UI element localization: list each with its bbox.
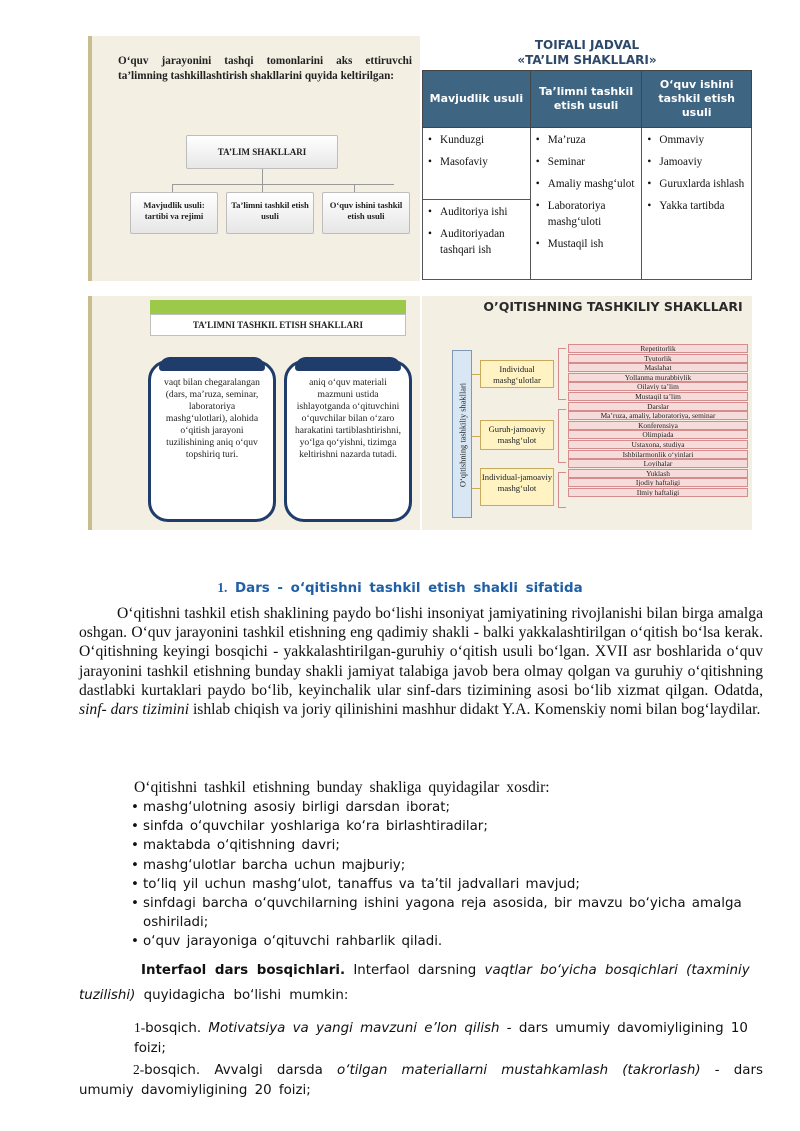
table-cell-item: • Ommaviy bbox=[647, 132, 748, 148]
bracket bbox=[558, 348, 566, 400]
diagram-header: TA’LIMNI TASHKIL ETISH SHAKLLARI bbox=[150, 314, 406, 336]
table-cell-item: • Masofaviy bbox=[428, 154, 527, 170]
figure-intro-text: O‘quv jarayonini tashqi tomonlarini aks ettiruvchi ta’limning tashkillashtirish shakllarini quyida keltirilgan: bbox=[118, 55, 412, 82]
card-cap bbox=[159, 357, 265, 371]
paragraph-text: O‘qitishni tashkil etish shaklining paydo bo‘lishi insoniyat jamiyatining rivojlanishi bilan birga amalga oshgan. O‘quv jarayonini tashkil etishning eng qadimiy shakli - balki yakkalashtirilgan o‘qitish bo‘lsa kerak. O‘qitishning keyingi bosqichi - yakkalashtirilgan-guruhiy o‘qitish usuli bo‘lgan. XVII asr boshlarida o‘quv jarayonini tashkil etishning bunday shakli jamiyat talabiga javob bera olmay qolgan va guruhiy o‘qitishning dastlabki kurtaklari paydo bo‘lib, keyinchalik ular sinf-dars tizimining asosi bo‘lib xizmat qilgan. Odatda, bbox=[79, 605, 763, 699]
form-item: Maslahat bbox=[568, 363, 748, 372]
table-header: O‘quv ishini tashkil etish usuli bbox=[642, 71, 752, 128]
bracket bbox=[558, 472, 566, 508]
figure-teaching-forms bbox=[422, 296, 752, 530]
list-lead-text: O‘qitishni tashkil etishning bunday shakliga quyidagilar xosdir: bbox=[134, 779, 550, 796]
list-item: • sinfda o‘quvchilar yoshlariga ko‘ra birlashtiradilar; bbox=[131, 817, 771, 836]
stage-item bbox=[79, 1060, 763, 1101]
table-cell bbox=[642, 128, 752, 280]
side-label: O‘qitishning tashkiliy shakllari bbox=[458, 382, 468, 488]
group-box: Guruh-jamoaviy mashg‘ulot bbox=[480, 420, 554, 450]
form-item: Loyihalar bbox=[568, 459, 748, 468]
card-text: vaqt bilan chegaralangan (dars, ma’ruza, seminar, laboratoriya mashg‘ulotlari), alohida o‘qitish jarayoni tuzilishining aniq o‘quv topshiriq turi. bbox=[164, 377, 260, 460]
connector-line bbox=[472, 374, 480, 375]
side-label-box bbox=[452, 350, 472, 518]
form-item: Yollanma murabbiylik bbox=[568, 373, 748, 382]
connector-line bbox=[354, 184, 355, 192]
table-cell-item: • Ma’ruza bbox=[536, 132, 639, 148]
paragraph-emphasis: sinf- dars tizimini bbox=[79, 701, 190, 719]
bracket bbox=[558, 409, 566, 463]
table-cell bbox=[423, 128, 531, 200]
connector-line bbox=[172, 184, 173, 192]
stage-number: 2- bbox=[133, 1062, 145, 1077]
diagram-leaf-node: O‘quv ishini tashkil etish usuli bbox=[322, 192, 410, 234]
stage-text: - dars umumiy davomiyligining 10 foizi; bbox=[134, 1021, 748, 1056]
description-card bbox=[284, 360, 412, 522]
interfaol-text: Interfaol darsning bbox=[353, 963, 477, 978]
form-items-list bbox=[568, 344, 748, 498]
section-heading bbox=[0, 580, 800, 596]
connector-line bbox=[172, 184, 394, 185]
form-item: Tyutorlik bbox=[568, 354, 748, 363]
table-title-line: TOIFALI JADVAL bbox=[534, 38, 640, 52]
group-box: Individual-jamoaviy mashg‘ulot bbox=[480, 468, 554, 506]
table-cell-item: • Auditoriyadan tashqari ish bbox=[428, 226, 527, 258]
stage-italic: Motivatsiya va yangi mavzuni e’lon qilish bbox=[208, 1021, 500, 1036]
form-item: Darslar bbox=[568, 402, 748, 411]
figure-category-table bbox=[422, 36, 752, 282]
stage-label: bosqich. bbox=[145, 1021, 202, 1036]
category-table bbox=[422, 70, 752, 280]
list-item: • mashg‘ulotning asosiy birligi darsdan iborat; bbox=[131, 798, 771, 817]
table-cell bbox=[423, 200, 531, 280]
list-item: • mashg‘ulotlar barcha uchun majburiy; bbox=[131, 856, 771, 875]
form-item: Ustaxona, studiya bbox=[568, 440, 748, 449]
form-item: Ishbilarmonlik o‘yinlari bbox=[568, 450, 748, 459]
interfaol-paragraph bbox=[79, 958, 763, 1008]
list-item: • maktabda o‘qitishning davri; bbox=[131, 836, 771, 855]
connector-line bbox=[472, 436, 480, 437]
card-cap bbox=[295, 357, 401, 371]
table-cell-item: • Auditoriya ishi bbox=[428, 204, 527, 220]
table-cell bbox=[530, 128, 642, 280]
stage-number: 1- bbox=[134, 1020, 146, 1035]
description-card bbox=[148, 360, 276, 522]
form-item: Yuklash bbox=[568, 469, 748, 478]
table-cell-item: • Guruxlarda ishlash bbox=[647, 176, 748, 192]
diagram-root-node: TA’LIM SHAKLLARI bbox=[186, 135, 338, 169]
connector-line bbox=[472, 488, 480, 489]
form-item: Mustaqil ta’lim bbox=[568, 392, 748, 401]
table-header: Mavjudlik usuli bbox=[423, 71, 531, 128]
table-title bbox=[422, 38, 752, 68]
table-cell-item: • Kunduzgi bbox=[428, 132, 527, 148]
form-item: Olimpiada bbox=[568, 430, 748, 439]
table-cell-item: • Jamoaviy bbox=[647, 154, 748, 170]
section-heading-text: Dars - o‘qitishni tashkil etish shakli sifatida bbox=[235, 581, 583, 596]
card-text: aniq o‘quv materiali mazmuni ustida ishlayotganda o‘qituvchini o‘quvchilar bilan o‘zaro harakatini tartiblashtirishni, yo‘lga qo‘yishni, tizimga keltirishni nazarda tutadi. bbox=[294, 377, 402, 460]
connector-line bbox=[262, 184, 263, 192]
diagram-leaf-node: Mavjudlik usuli: tartibi va rejimi bbox=[130, 192, 218, 234]
diagram-leaf-node: Ta’limni tashkil etish usuli bbox=[226, 192, 314, 234]
connector-line bbox=[262, 169, 263, 184]
stage-label: bosqich. Avvalgi darsda bbox=[144, 1063, 323, 1078]
table-title-line: «TA’LIM SHAKLLARI» bbox=[517, 53, 657, 67]
list-item: • to‘liq yil uchun mashg‘ulot, tanaffus va ta’til jadvallari mavjud; bbox=[131, 875, 771, 894]
list-item: • o‘quv jarayoniga o‘qituvchi rahbarlik qiladi. bbox=[131, 932, 771, 951]
stage-item bbox=[134, 1018, 754, 1059]
interfaol-bold: Interfaol dars bosqichlari. bbox=[141, 963, 346, 978]
table-cell-item: • Yakka tartibda bbox=[647, 198, 748, 214]
form-item: Oilaviy ta’lim bbox=[568, 382, 748, 391]
form-item: Ijodiy haftaligi bbox=[568, 478, 748, 487]
paragraph-text: ishlab chiqish va joriy qilinishini mashhur didakt Y.A. Komenskiy nomi bilan bog‘laydilar. bbox=[192, 701, 761, 719]
body-paragraph bbox=[79, 604, 763, 719]
figure-organization-forms bbox=[88, 296, 420, 530]
stage-italic: o‘tilgan materiallarni mustahkamlash (takrorlash) bbox=[337, 1063, 701, 1078]
figure-education-forms bbox=[88, 36, 420, 281]
table-cell-item: • Mustaqil ish bbox=[536, 236, 639, 252]
figure-title: O’QITISHNING TASHKILIY SHAKLLARI bbox=[483, 299, 743, 314]
form-item: Ma’ruza, amaliy, laboratoriya, seminar bbox=[568, 411, 748, 420]
form-item: Konferensiya bbox=[568, 421, 748, 430]
stage-text: - dars umumiy davomiyligining 20 foizi; bbox=[79, 1063, 763, 1098]
table-cell-item: • Seminar bbox=[536, 154, 639, 170]
table-cell-item: • Laboratoriya mashg‘uloti bbox=[536, 198, 639, 230]
interfaol-italic: vaqtlar bo‘yicha bosqichlari (taxminiy tuzilishi) bbox=[79, 963, 750, 1003]
group-box: Individual mashg‘ulotlar bbox=[480, 360, 554, 388]
section-number: 1. bbox=[217, 580, 228, 595]
feature-list bbox=[131, 798, 771, 952]
table-cell-item: • Amaliy mashg‘ulot bbox=[536, 176, 639, 192]
table-header: Ta’limni tashkil etish usuli bbox=[530, 71, 642, 128]
interfaol-text: quyidagicha bo‘lishi mumkin: bbox=[143, 988, 349, 1003]
list-item: • sinfdagi barcha o‘quvchilarning ishini yagona reja asosida, bir mavzu bo‘yicha amalga oshiriladi; bbox=[131, 894, 771, 932]
form-item: Ilmiy haftaligi bbox=[568, 488, 748, 497]
form-item: Repetitorlik bbox=[568, 344, 748, 353]
